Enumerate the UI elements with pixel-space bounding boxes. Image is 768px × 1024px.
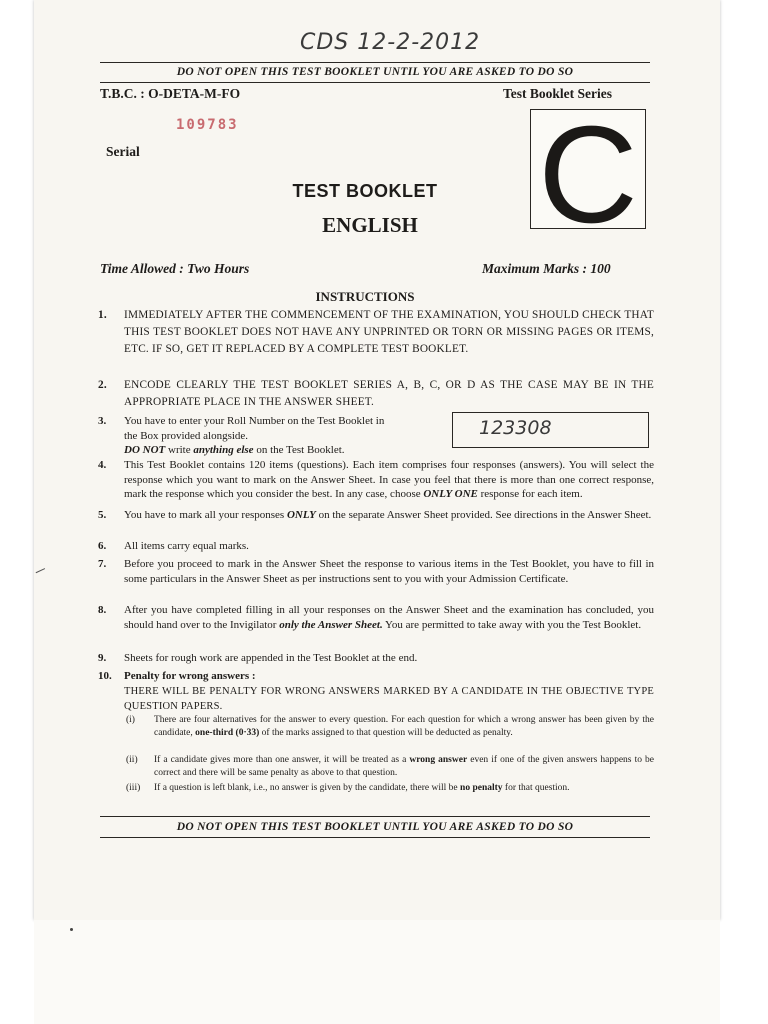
top-rule [100,62,650,63]
instruction-item [98,557,654,601]
serial-number-stamp: 109783 [176,117,239,133]
instruction-item [98,669,654,713]
item-text: IMMEDIATELY AFTER THE COMMENCEMENT OF THE EXAMINATION, YOU SHOULD CHECK THAT THIS TEST BOOKLET DOES NOT HAVE ANY UNPRINTED OR TORN OR MISSING PAGES OR ITEMS, ETC. IF SO, GET IT REPLACED BY A COMPLETE TEST BOOKLET. [124,309,654,355]
item-text-part: even if one of the given answers happens to be correct and there will be same penalty as above to that question. [154,755,654,778]
series-box [530,98,646,252]
item-text-part: of the marks assigned to that question will be deducted as penalty. [259,728,513,738]
item-text-part: If a candidate gives more than one answer, it will be treated as a [154,755,410,765]
roll-number-handwritten: 123308 [479,417,552,439]
item-text-part: THERE WILL BE PENALTY FOR WRONG ANSWERS MARKED BY A CANDIDATE IN THE OBJECTIVE TYPE QUESTION PAPERS. [124,685,654,712]
sub-item-number: (iii) [126,783,141,793]
item-text [124,458,654,502]
item-number: 4. [98,459,107,471]
item-number: 7. [98,558,107,570]
item-text: ENCODE CLEARLY THE TEST BOOKLET SERIES A, B, C, OR D AS THE CASE MAY BE IN THE APPROPRIATE PLACE IN THE ANSWER SHEET. [124,379,654,408]
instruction-item [98,539,654,555]
time-allowed: Time Allowed : Two Hours [100,261,250,276]
sub-item-number: (i) [126,715,135,725]
serial-label: Serial [106,144,140,159]
item-text-part: for that question. [502,783,570,793]
item-text-part: You are permitted to take away with you the Test Booklet. [382,618,642,631]
emphasis-text: ONLY ONE [423,488,478,500]
penalty-item [126,754,654,782]
item-text [124,414,388,458]
roll-number-box [452,412,649,448]
item-text-part: write [165,444,194,456]
instruction-item [98,377,654,411]
scan-speck [70,928,73,931]
item-text-part: on the separate Answer Sheet provided. See directions in the Answer Sheet. [315,509,652,521]
item-text: All items carry equal marks. [124,540,249,552]
item-text-part: This Test Booklet contains 120 items (questions). Each item comprises four responses (answers). You will select the response which you want to mark on the Answer Sheet. In case you feel that there is more than one correct response, mark the response which you consider the best. In any case, choose [124,459,654,500]
booklet-title: TEST BOOKLET [292,181,438,201]
instructions-heading: INSTRUCTIONS [315,289,415,304]
item-text-part: You have to enter your Roll Number on the Test Booklet in the Box provided alongside. [124,415,385,442]
bottom-rule [100,816,650,817]
handwritten-exam-note: CDS 12-2-2012 [300,30,481,55]
item-text [124,669,654,715]
maximum-marks: Maximum Marks : 100 [482,261,611,276]
penalty-title: Penalty for wrong answers : [124,670,256,682]
item-number: 3. [98,415,107,427]
instruction-item [98,508,654,538]
item-text-part: There are four alternatives for the answer to every question. For each question for which a wrong answer has been given by the candidate, [154,715,654,738]
instruction-item [98,651,654,667]
bottom-rule-lower [100,837,650,838]
item-number: 10. [98,670,112,682]
penalty-item [126,782,654,810]
item-number: 5. [98,509,107,521]
item-text-part: response for each item. [477,488,583,500]
sub-item-text [154,714,654,740]
item-text-part: After you have completed filling in all your responses on the Answer Sheet and the examination has concluded, you should hand over to the Invigilator [124,604,654,631]
item-text: Sheets for rough work are appended in the Test Booklet at the end. [124,652,418,664]
item-text-part: If a question is left blank, i.e., no answer is given by the candidate, there will be [154,783,461,793]
instruction-item [98,603,654,647]
tbc-code: T.B.C. : O-DETA-M-FO [100,86,241,101]
instruction-item [98,414,388,458]
item-text-part: on the Test Booklet. [253,444,345,456]
emphasis-text: only the Answer Sheet. [279,618,383,631]
emphasis-text: anything else [193,444,254,456]
bottom-banner: DO NOT OPEN THIS TEST BOOKLET UNTIL YOU ARE ASKED TO DO SO [176,821,574,833]
emphasis-text: DO NOT [124,444,166,456]
top-banner: DO NOT OPEN THIS TEST BOOKLET UNTIL YOU ARE ASKED TO DO SO [176,66,574,78]
instruction-item [98,458,654,504]
top-rule-lower [100,82,650,83]
emphasis-text: ONLY [286,509,316,521]
sub-item-text [154,754,654,780]
item-number: 6. [98,540,107,552]
sub-item-number: (ii) [126,755,138,765]
instruction-item [98,307,654,377]
emphasis-text: wrong answer [409,755,468,765]
penalty-item [126,714,654,752]
subject-title: ENGLISH [322,213,418,237]
item-text: Before you proceed to mark in the Answer Sheet the response to various items in the Test Booklet, you have to fill in some particulars in the Answer Sheet as per instructions sent to you with your Admission Certificate. [124,558,654,585]
item-text [124,603,654,632]
emphasis-text: one-third (0·33) [195,728,260,738]
series-label: Test Booklet Series [503,86,612,101]
item-number: 1. [98,309,107,321]
item-text [124,508,654,523]
series-letter: C [538,98,638,252]
emphasis-text: no penalty [460,783,503,793]
sub-item-text [154,782,654,795]
item-number: 2. [98,379,107,391]
page-margin [34,920,720,1024]
item-number: 8. [98,604,107,616]
item-text-part: You have to mark all your responses [124,509,287,521]
item-number: 9. [98,652,107,664]
